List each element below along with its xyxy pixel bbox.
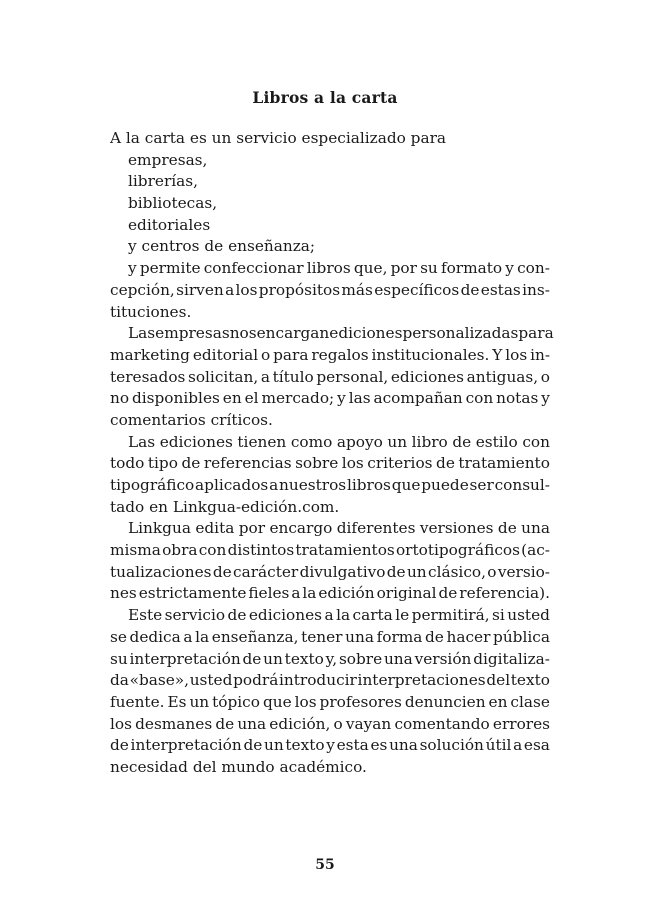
- word: pública: [493, 627, 550, 646]
- word: Y: [492, 345, 503, 364]
- text-line: [110, 258, 550, 280]
- word: Linkgua: [128, 519, 191, 538]
- word: cepción,: [110, 280, 175, 299]
- word: texto: [285, 736, 325, 755]
- word: vayan: [345, 714, 392, 733]
- word: una: [389, 736, 418, 755]
- word: esta: [336, 736, 369, 755]
- word: tener: [301, 627, 343, 646]
- word: no: [110, 389, 130, 408]
- word: todo: [110, 454, 145, 473]
- word: disponibles: [131, 389, 220, 408]
- word: a: [225, 280, 235, 299]
- text-line: librerías,: [128, 172, 198, 191]
- word: empresas: [155, 324, 230, 343]
- text-line: [110, 367, 550, 389]
- word: obra: [162, 541, 198, 560]
- word: tipo: [147, 454, 178, 473]
- word: a: [291, 584, 301, 603]
- word: y,: [325, 649, 338, 668]
- word: o: [333, 714, 343, 733]
- word: específicos: [374, 280, 460, 299]
- word: de: [497, 519, 517, 538]
- word: un: [189, 692, 210, 711]
- text-line: editoriales: [128, 215, 211, 234]
- text-line: [110, 692, 550, 714]
- word: y: [541, 389, 550, 408]
- word: Las: [128, 432, 156, 451]
- word: una: [237, 714, 267, 733]
- word: libro: [411, 432, 448, 451]
- word: consul-: [494, 476, 550, 494]
- word: o: [261, 345, 271, 364]
- word: título: [272, 367, 314, 386]
- word: útil: [485, 736, 512, 755]
- word: le: [395, 606, 410, 625]
- word: clase: [510, 692, 550, 711]
- word: permite: [139, 259, 201, 278]
- word: de: [110, 736, 129, 755]
- word: para: [518, 324, 554, 343]
- word: personalizadas: [402, 324, 519, 343]
- word: la: [336, 606, 351, 625]
- word: y: [337, 389, 346, 408]
- word: original: [376, 584, 437, 603]
- word: permitirá,: [411, 606, 490, 625]
- word: que,: [353, 259, 388, 278]
- text-line: A la carta es un servicio especializado para: [110, 129, 447, 147]
- word: con: [198, 541, 227, 560]
- word: a: [269, 476, 279, 494]
- word: o: [540, 367, 550, 386]
- word: por: [238, 519, 266, 538]
- word: marketing: [110, 345, 190, 364]
- word: de: [386, 562, 406, 581]
- word: personal,: [316, 367, 389, 386]
- text-line: tituciones.: [110, 302, 192, 321]
- word: (ac-: [521, 541, 550, 560]
- word: un: [263, 736, 284, 755]
- word: edición: [318, 584, 375, 603]
- page-title: Libros a la carta: [252, 88, 398, 107]
- text-line: [110, 518, 550, 540]
- word: desmanes: [135, 714, 213, 733]
- word: de: [436, 454, 455, 473]
- text-line: [110, 280, 550, 302]
- word: apoyo: [336, 432, 383, 451]
- word: y: [505, 259, 514, 278]
- word: profesores: [319, 692, 402, 711]
- body-text: [110, 128, 554, 779]
- word: «base»,: [129, 671, 190, 690]
- word: nes: [110, 584, 137, 603]
- word: encargan: [256, 324, 330, 343]
- word: su: [110, 649, 128, 668]
- page-number: 55: [315, 857, 335, 873]
- word: de: [425, 627, 444, 646]
- word: nuestros: [279, 476, 347, 494]
- word: los: [505, 345, 528, 364]
- word: de: [243, 736, 263, 755]
- word: solicitan,: [187, 367, 259, 386]
- word: a: [260, 367, 270, 386]
- word: tratamientos: [295, 541, 395, 560]
- word: si: [492, 606, 505, 625]
- word: usted: [507, 606, 550, 625]
- text-line: [110, 670, 550, 692]
- word: tualizaciones: [110, 562, 212, 581]
- word: la: [302, 584, 317, 603]
- text-line: [110, 323, 554, 345]
- text-line: [110, 432, 550, 454]
- word: introducir: [279, 671, 357, 690]
- word: libros: [306, 259, 351, 278]
- word: ediciones: [248, 606, 323, 625]
- word: mercado;: [261, 389, 335, 408]
- word: fuente.: [110, 692, 165, 711]
- word: solución: [419, 736, 484, 755]
- word: el: [244, 389, 259, 408]
- text-line: [110, 735, 550, 757]
- word: tratamiento: [458, 454, 550, 473]
- word: de: [452, 432, 472, 451]
- word: y: [326, 736, 335, 755]
- word: estas: [480, 280, 521, 299]
- word: un: [387, 432, 408, 451]
- word: Este: [128, 606, 163, 625]
- word: de: [460, 280, 480, 299]
- word: de: [227, 606, 247, 625]
- word: podrá: [233, 671, 279, 690]
- word: da: [110, 671, 129, 690]
- word: propósitos: [258, 280, 341, 299]
- word: los: [110, 714, 132, 733]
- word: se: [110, 627, 127, 646]
- word: del: [486, 671, 511, 690]
- word: edición,: [269, 714, 331, 733]
- word: clásico,: [428, 562, 486, 581]
- word: a: [324, 606, 334, 625]
- word: interpretación: [129, 649, 241, 668]
- word: versio-: [497, 562, 550, 581]
- word: carta: [352, 606, 393, 625]
- word: las: [348, 389, 371, 408]
- word: y: [128, 259, 137, 278]
- word: versión: [414, 649, 472, 668]
- word: una: [345, 627, 374, 646]
- word: con-: [517, 259, 550, 278]
- word: con: [465, 389, 494, 408]
- word: fieles: [248, 584, 290, 603]
- word: los: [294, 692, 317, 711]
- word: estrictamente: [138, 584, 247, 603]
- word: sirven: [176, 280, 224, 299]
- word: Es: [167, 692, 187, 711]
- text-line: [110, 453, 550, 475]
- text-line: [110, 649, 550, 671]
- word: acompañan: [373, 389, 463, 408]
- text-line: comentarios críticos.: [110, 410, 273, 429]
- word: de: [215, 714, 235, 733]
- word: carácter: [233, 562, 299, 581]
- word: criterios: [367, 454, 433, 473]
- text-line: [110, 475, 550, 497]
- word: esa: [523, 736, 550, 755]
- word: con: [522, 432, 550, 451]
- text-line: bibliotecas,: [128, 194, 218, 213]
- word: editorial: [192, 345, 259, 364]
- word: teresados: [110, 367, 186, 386]
- text-line: [110, 540, 550, 562]
- word: los: [341, 454, 364, 473]
- word: Las: [128, 324, 156, 343]
- word: comentando: [394, 714, 490, 733]
- word: tipográfico: [110, 476, 195, 494]
- word: por: [390, 259, 417, 278]
- word: ediciones: [390, 367, 465, 386]
- text-line: [110, 714, 550, 736]
- text-line: tado en Linkgua-edición.com.: [110, 497, 340, 516]
- text-line: empresas,: [128, 150, 208, 169]
- word: de: [181, 454, 201, 473]
- word: denuncien: [404, 692, 486, 711]
- word: que: [391, 476, 421, 494]
- word: divulgativo: [299, 562, 386, 581]
- word: de: [212, 562, 232, 581]
- word: errores: [492, 714, 550, 733]
- word: para: [273, 345, 309, 364]
- word: su: [420, 259, 438, 278]
- word: la: [195, 627, 210, 646]
- word: encargo: [269, 519, 333, 538]
- word: ediciones: [159, 432, 233, 451]
- text-line: [110, 388, 550, 410]
- word: referencia).: [459, 584, 550, 603]
- text-line: y centros de enseñanza;: [128, 237, 316, 256]
- word: es: [370, 736, 388, 755]
- word: digitaliza-: [473, 649, 550, 668]
- word: distintos: [227, 541, 295, 560]
- text-line: necesidad del mundo académico.: [110, 757, 367, 776]
- word: tienen: [237, 432, 287, 451]
- word: edita: [195, 519, 235, 538]
- word: notas: [496, 389, 539, 408]
- word: sobre: [295, 454, 339, 473]
- word: una: [383, 649, 413, 668]
- word: hacer: [446, 627, 491, 646]
- word: texto: [510, 671, 550, 690]
- word: los: [235, 280, 258, 299]
- word: interpretaciones: [357, 671, 486, 690]
- word: antiguas,: [466, 367, 539, 386]
- text-line: [110, 627, 550, 649]
- word: institucionales.: [371, 345, 490, 364]
- word: formato: [440, 259, 503, 278]
- word: referencias: [203, 454, 292, 473]
- word: libros: [346, 476, 391, 494]
- word: un: [263, 649, 283, 668]
- word: una: [521, 519, 550, 538]
- word: puede: [421, 476, 469, 494]
- word: in-: [530, 345, 550, 364]
- word: servicio: [164, 606, 226, 625]
- word: en: [488, 692, 508, 711]
- text-line: [110, 562, 550, 584]
- word: o: [487, 562, 497, 581]
- word: confeccionar: [203, 259, 304, 278]
- word: de: [438, 584, 458, 603]
- word: tópico: [212, 692, 260, 711]
- word: misma: [110, 541, 161, 560]
- word: estilo: [475, 432, 518, 451]
- word: en: [222, 389, 242, 408]
- word: ortotipográficos: [395, 541, 520, 560]
- word: usted: [189, 671, 233, 690]
- word: interpretación: [130, 736, 242, 755]
- word: como: [290, 432, 333, 451]
- word: sobre: [338, 649, 383, 668]
- word: dedica: [129, 627, 181, 646]
- word: texto: [284, 649, 324, 668]
- word: enseñanza,: [211, 627, 299, 646]
- word: diferentes: [336, 519, 416, 538]
- text-line: [110, 583, 550, 605]
- text-line: [110, 345, 550, 367]
- word: a: [513, 736, 523, 755]
- word: nos: [229, 324, 257, 343]
- word: que: [262, 692, 292, 711]
- word: más: [341, 280, 373, 299]
- word: de: [242, 649, 262, 668]
- text-line: [110, 605, 550, 627]
- word: regalos: [311, 345, 369, 364]
- word: ediciones: [329, 324, 403, 343]
- word: a: [183, 627, 193, 646]
- word: aplicados: [195, 476, 269, 494]
- word: forma: [376, 627, 423, 646]
- word: un: [406, 562, 427, 581]
- word: versiones: [419, 519, 494, 538]
- word: ins-: [522, 280, 550, 299]
- word: ser: [469, 476, 494, 494]
